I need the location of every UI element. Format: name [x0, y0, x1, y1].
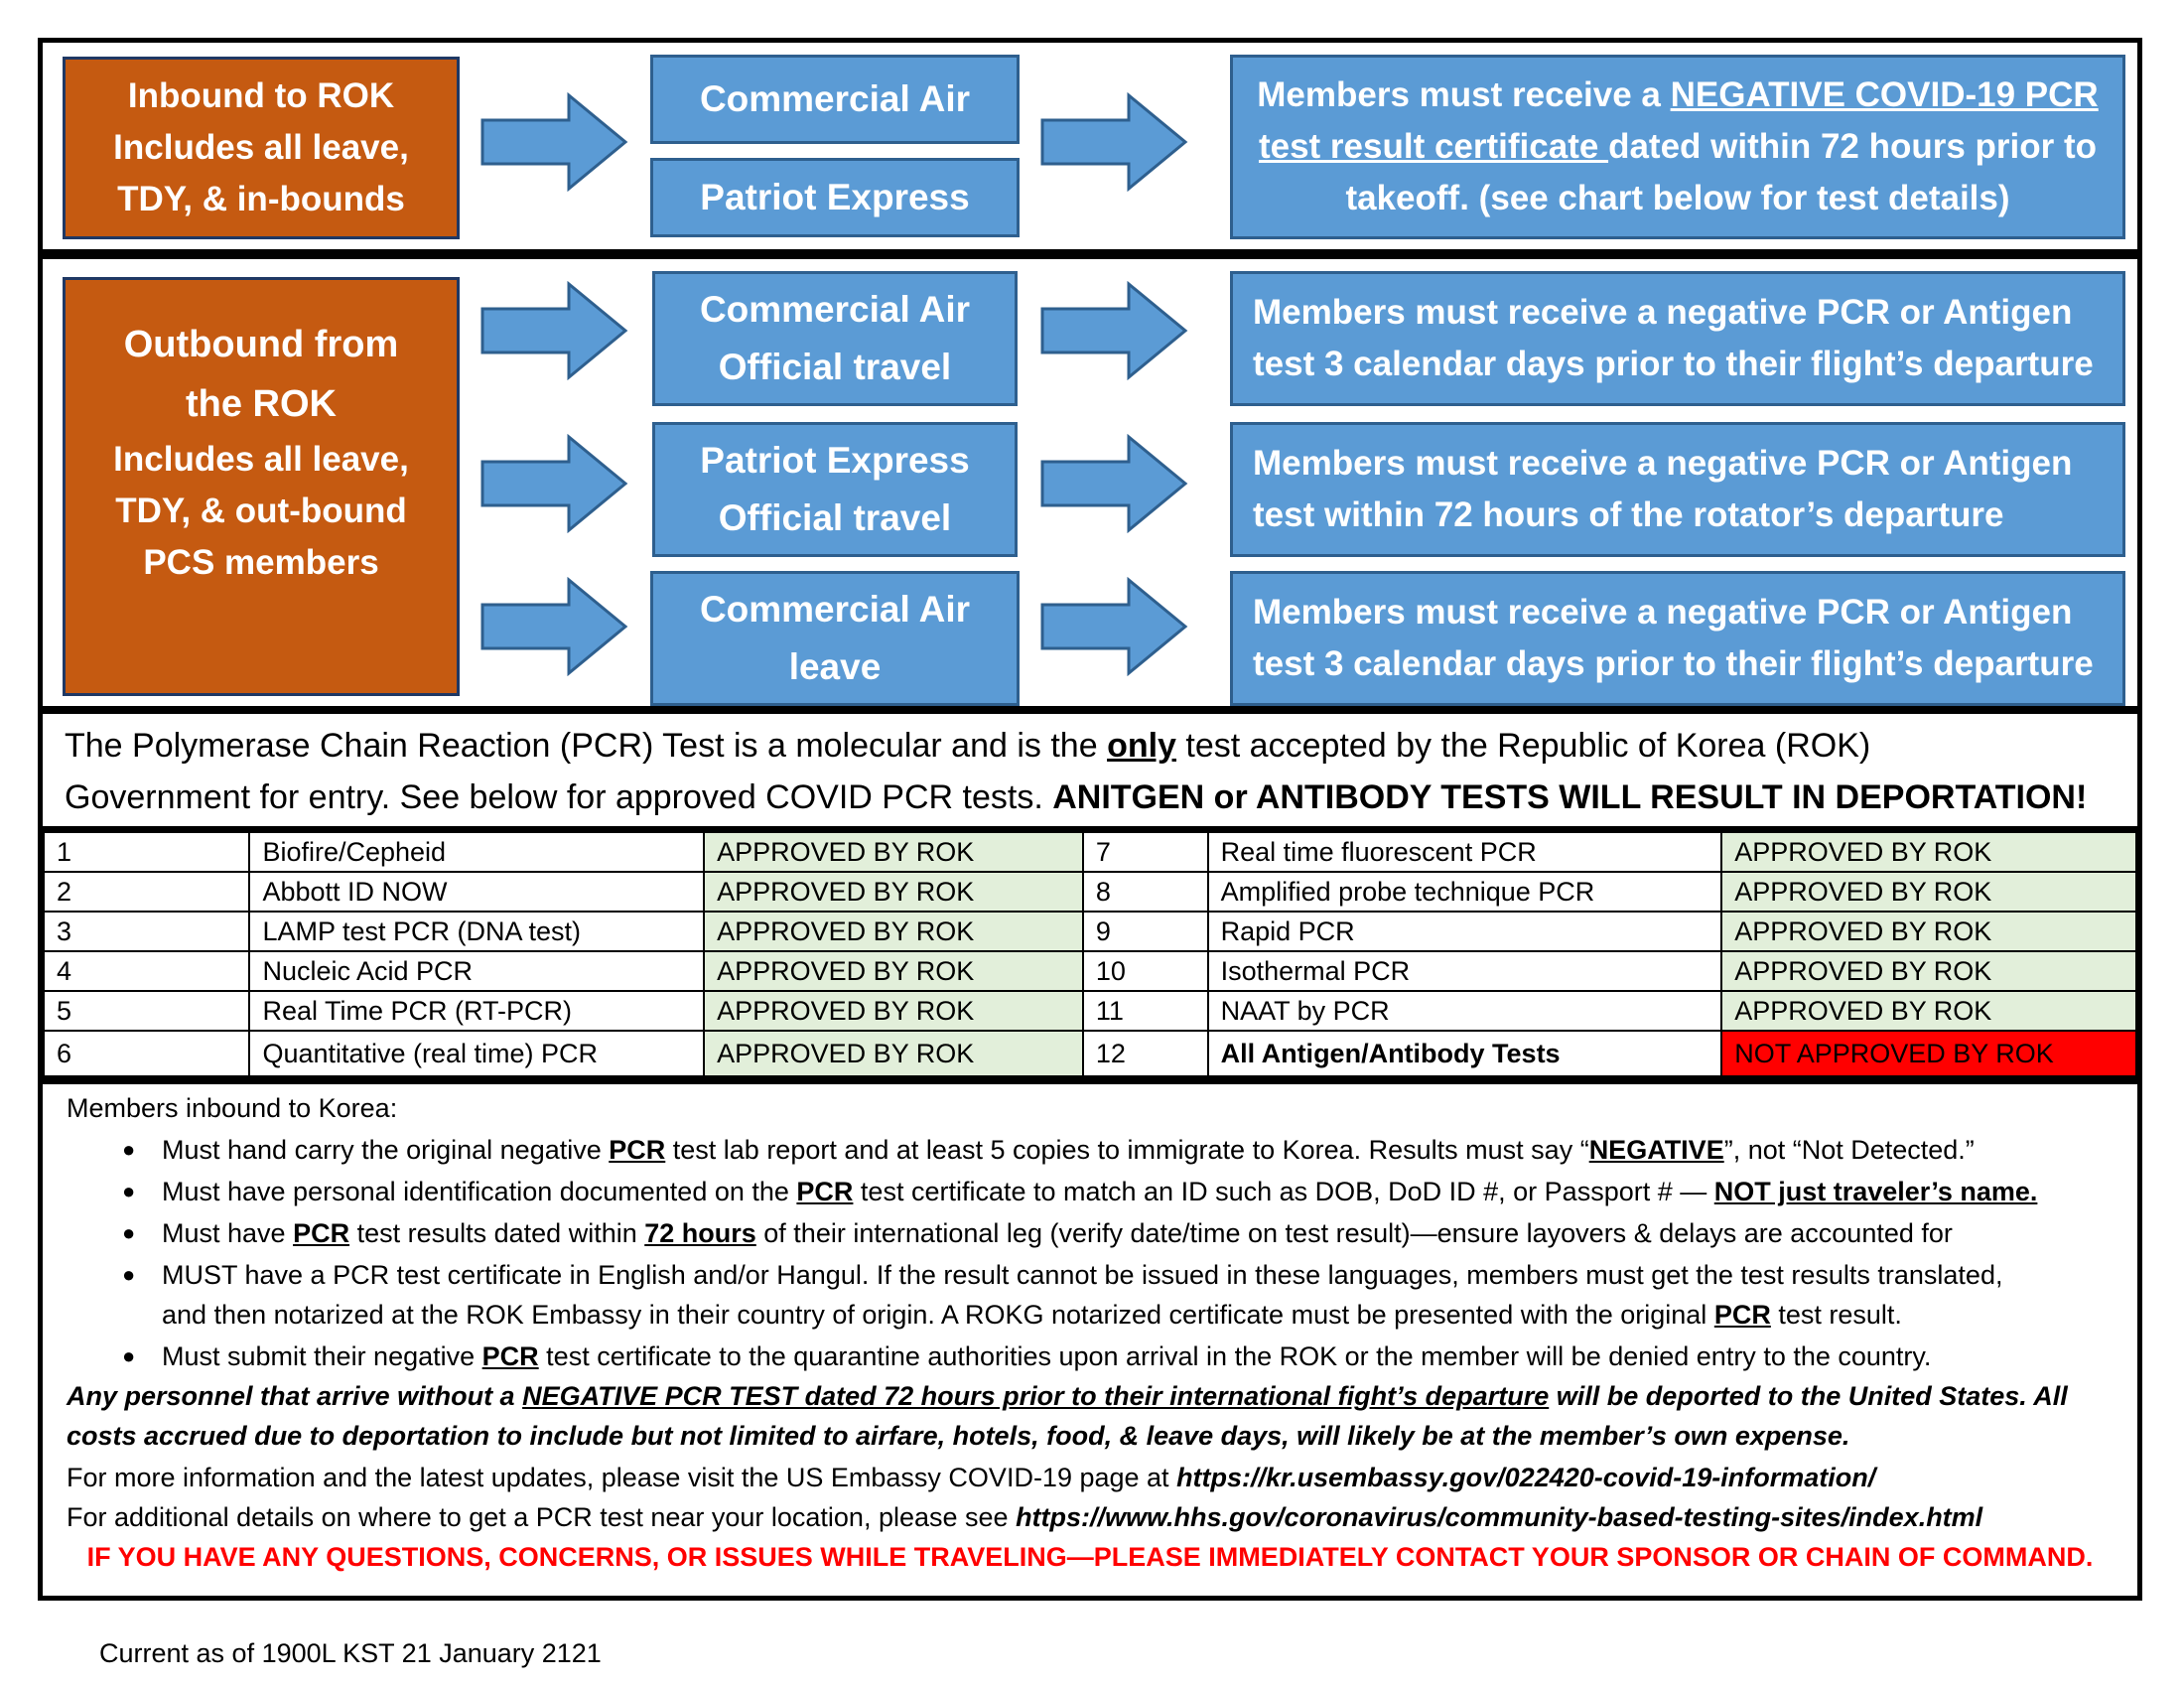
test-status: NOT APPROVED BY ROK: [1721, 1031, 2136, 1076]
table-row: [44, 872, 2136, 912]
bullet-text: of their international leg (verify date/time on test result)—ensure layovers & delays are accounted for: [755, 1218, 1953, 1248]
test-status: APPROVED BY ROK: [1721, 872, 2136, 912]
arrow-right-icon: [1039, 434, 1188, 533]
test-name: Nucleic Acid PCR: [249, 951, 704, 991]
test-name: LAMP test PCR (DNA test): [249, 912, 704, 951]
inbound-origin-line: Inbound to ROK: [127, 76, 395, 115]
embassy-link[interactable]: https://kr.usembassy.gov/022420-covid-19-information/: [1176, 1463, 1876, 1492]
test-number: 1: [44, 832, 249, 872]
inbound-origin-box: [63, 57, 460, 239]
bullet-emphasis: PCR: [609, 1135, 666, 1165]
bullet-icon: ●: [122, 1179, 136, 1203]
bullet-icon: ●: [122, 1220, 136, 1245]
pcr-notice: [38, 709, 2142, 830]
test-number: 12: [1083, 1031, 1208, 1076]
outbound-requirement-box: [1230, 271, 2125, 406]
requirement-text: Members must receive a: [1257, 75, 1671, 114]
bullet-text: ”, not “Not Detected.”: [1723, 1135, 1975, 1165]
mode-label: Official travel: [718, 347, 952, 387]
pcr-notice-line-1: [65, 720, 1870, 772]
inbound-mode-patriot-express: [650, 158, 1020, 237]
requirement-line: Members must receive a negative PCR or Antigen: [1253, 293, 2073, 332]
requirement-underlined: NEGATIVE COVID-19 PCR: [1670, 75, 2099, 114]
bullet-emphasis: NEGATIVE: [1588, 1135, 1724, 1165]
bullet-text: Must have personal identification documented on the: [162, 1177, 797, 1206]
inbound-requirement-line: [1257, 70, 2098, 121]
requirement-underlined: test result certificate: [1258, 127, 1609, 166]
test-status: APPROVED BY ROK: [704, 872, 1083, 912]
current-as-of: Current as of 1900L KST 21 January 2121: [99, 1638, 602, 1668]
deportation-warning: ANITGEN or ANTIBODY TESTS WILL RESULT IN DEPORTATION!: [1052, 778, 2088, 816]
notice-text: Government for entry. See below for approved COVID PCR tests.: [65, 778, 1053, 816]
outbound-origin-box: [63, 277, 460, 696]
info-embassy: [67, 1458, 1875, 1497]
test-name: Isothermal PCR: [1208, 951, 1722, 991]
outbound-origin-line: TDY, & out-bound: [115, 492, 407, 530]
outbound-requirement-box: [1230, 571, 2125, 706]
inbound-section: [38, 38, 2142, 254]
test-name: Real time fluorescent PCR: [1208, 832, 1722, 872]
arrow-right-icon: [479, 577, 628, 676]
members-heading: Members inbound to Korea:: [67, 1093, 398, 1123]
mode-label: Commercial Air: [699, 289, 971, 330]
test-status: APPROVED BY ROK: [704, 832, 1083, 872]
members-inbound-section: [38, 1082, 2142, 1601]
test-name: Abbott ID NOW: [249, 872, 704, 912]
outbound-origin-line: Includes all leave,: [113, 440, 409, 479]
requirement-line: test within 72 hours of the rotator’s departure: [1253, 495, 2004, 534]
test-number: 6: [44, 1031, 249, 1076]
table-row: [44, 912, 2136, 951]
bullet-text: and then notarized at the ROK Embassy in their country of origin. A ROKG notarized certificate must be presented with the original: [162, 1300, 1714, 1330]
test-status: APPROVED BY ROK: [704, 991, 1083, 1031]
deportation-notice: [67, 1376, 2068, 1416]
requirement-line: test 3 calendar days prior to their flight’s departure: [1253, 345, 2094, 383]
test-number: 9: [1083, 912, 1208, 951]
test-name: All Antigen/Antibody Tests: [1208, 1031, 1722, 1076]
inbound-mode-commercial-air: [650, 55, 1020, 144]
bullet-emphasis: NOT just traveler’s name.: [1713, 1177, 2038, 1206]
test-status: APPROVED BY ROK: [1721, 951, 2136, 991]
test-number: 8: [1083, 872, 1208, 912]
bullet-text: test results dated within: [349, 1218, 645, 1248]
test-status: APPROVED BY ROK: [704, 912, 1083, 951]
inbound-origin-line: TDY, & in-bounds: [117, 180, 405, 218]
outbound-requirement-box: [1230, 422, 2125, 557]
outbound-origin-line: Outbound from: [123, 324, 399, 365]
inbound-requirement-line: [1259, 121, 2097, 173]
info-text: For more information and the latest updates, please visit the US Embassy COVID-19 page at: [67, 1463, 1177, 1492]
bullet-emphasis: PCR: [293, 1218, 350, 1248]
notice-text: test accepted by the Republic of Korea (ROK): [1175, 727, 1871, 765]
notice-text: The Polymerase Chain Reaction (PCR) Test is a molecular and is the: [65, 727, 1108, 765]
mode-label: Commercial Air: [699, 78, 971, 119]
info-hhs: [67, 1497, 1982, 1537]
inbound-requirement-line: takeoff. (see chart below for test details): [1345, 179, 2010, 217]
test-status: APPROVED BY ROK: [1721, 912, 2136, 951]
notice-emphasis: only: [1107, 727, 1176, 765]
test-name: Biofire/Cepheid: [249, 832, 704, 872]
arrow-right-icon: [1039, 92, 1188, 192]
deportation-notice-continued: costs accrued due to deportation to include but not limited to airfare, hotels, food, & leave days, will likely be at the member’s own expense.: [67, 1421, 1850, 1451]
pcr-notice-line-2: [65, 772, 2087, 823]
bullet-item: [162, 1172, 2037, 1211]
bullet-emphasis: PCR: [1713, 1300, 1771, 1330]
warning-text: Any personnel that arrive without a: [67, 1381, 523, 1411]
test-number: 7: [1083, 832, 1208, 872]
test-status: APPROVED BY ROK: [704, 1031, 1083, 1076]
outbound-mode-commercial-official: [652, 271, 1018, 406]
test-name: Quantitative (real time) PCR: [249, 1031, 704, 1076]
arrow-right-icon: [1039, 281, 1188, 380]
test-number: 5: [44, 991, 249, 1031]
requirement-text: dated within 72 hours prior to: [1608, 127, 2098, 166]
mode-label: Official travel: [718, 497, 952, 538]
bullet-item-continued: [162, 1295, 1902, 1335]
bullet-text: Must submit their negative: [162, 1341, 482, 1371]
test-number: 11: [1083, 991, 1208, 1031]
bullet-emphasis: PCR: [481, 1341, 539, 1371]
bullet-text: test certificate to the quarantine authorities upon arrival in the ROK or the member will be denied entry to the country.: [538, 1341, 1932, 1371]
test-number: 4: [44, 951, 249, 991]
bullet-text: Must hand carry the original negative: [162, 1135, 610, 1165]
bullet-item: MUST have a PCR test certificate in English and/or Hangul. If the result cannot be issued in these languages, members must get the test results translated,: [162, 1260, 2003, 1290]
bullet-item: [162, 1213, 1953, 1253]
mode-label: leave: [788, 646, 882, 687]
test-number: 2: [44, 872, 249, 912]
bullet-icon: ●: [122, 1262, 136, 1287]
bullet-text: test result.: [1770, 1300, 1902, 1330]
bullet-text: test certificate to match an ID such as DOB, DoD ID #, or Passport # —: [853, 1177, 1714, 1206]
hhs-link[interactable]: https://www.hhs.gov/coronavirus/community-based-testing-sites/index.html: [1016, 1502, 1983, 1532]
arrow-right-icon: [479, 281, 628, 380]
arrow-right-icon: [1039, 577, 1188, 676]
bullet-emphasis: 72 hours: [644, 1218, 756, 1248]
info-text: For additional details on where to get a PCR test near your location, please see: [67, 1502, 1017, 1532]
tests-table: [43, 831, 2137, 1077]
arrow-right-icon: [479, 92, 628, 192]
outbound-origin-line: the ROK: [186, 383, 337, 425]
mode-label: Patriot Express: [700, 177, 970, 217]
table-row: [44, 991, 2136, 1031]
bullet-text: test lab report and at least 5 copies to immigrate to Korea. Results must say “: [665, 1135, 1589, 1165]
test-status: APPROVED BY ROK: [1721, 832, 2136, 872]
table-row: [44, 1031, 2136, 1076]
mode-label: Patriot Express: [700, 440, 970, 481]
table-row: [44, 832, 2136, 872]
test-status: APPROVED BY ROK: [1721, 991, 2136, 1031]
warning-text: will be deported to the United States. All: [1549, 1381, 2068, 1411]
approved-tests-table: [38, 826, 2142, 1082]
test-name: Rapid PCR: [1208, 912, 1722, 951]
bullet-icon: ●: [122, 1137, 136, 1162]
outbound-mode-commercial-leave: [650, 571, 1020, 706]
requirement-line: Members must receive a negative PCR or Antigen: [1253, 593, 2073, 632]
test-name: Real Time PCR (RT-PCR): [249, 991, 704, 1031]
test-number: 3: [44, 912, 249, 951]
outbound-mode-patriot-official: [652, 422, 1018, 557]
outbound-section: [38, 254, 2142, 711]
test-name: NAAT by PCR: [1208, 991, 1722, 1031]
contact-notice: IF YOU HAVE ANY QUESTIONS, CONCERNS, OR ISSUES WHILE TRAVELING—PLEASE IMMEDIATELY CONTACT YOUR SPONSOR OR CHAIN OF COMMAND.: [86, 1542, 2094, 1572]
test-name: Amplified probe technique PCR: [1208, 872, 1722, 912]
test-status: APPROVED BY ROK: [704, 951, 1083, 991]
test-number: 10: [1083, 951, 1208, 991]
inbound-origin-line: Includes all leave,: [113, 128, 409, 167]
bullet-emphasis: PCR: [796, 1177, 854, 1206]
outbound-origin-line: PCS members: [143, 543, 379, 582]
warning-underlined: NEGATIVE PCR TEST dated 72 hours prior to their international fight’s departure: [522, 1381, 1550, 1411]
bullet-item: [162, 1336, 1931, 1376]
requirement-line: test 3 calendar days prior to their flight’s departure: [1253, 644, 2094, 683]
mode-label: Commercial Air: [699, 589, 971, 630]
inbound-requirement-box: [1230, 55, 2125, 239]
bullet-text: Must have: [162, 1218, 294, 1248]
requirement-line: Members must receive a negative PCR or Antigen: [1253, 444, 2073, 483]
table-row: [44, 951, 2136, 991]
arrow-right-icon: [479, 434, 628, 533]
bullet-icon: ●: [122, 1343, 136, 1368]
bullet-item: [162, 1130, 1975, 1170]
